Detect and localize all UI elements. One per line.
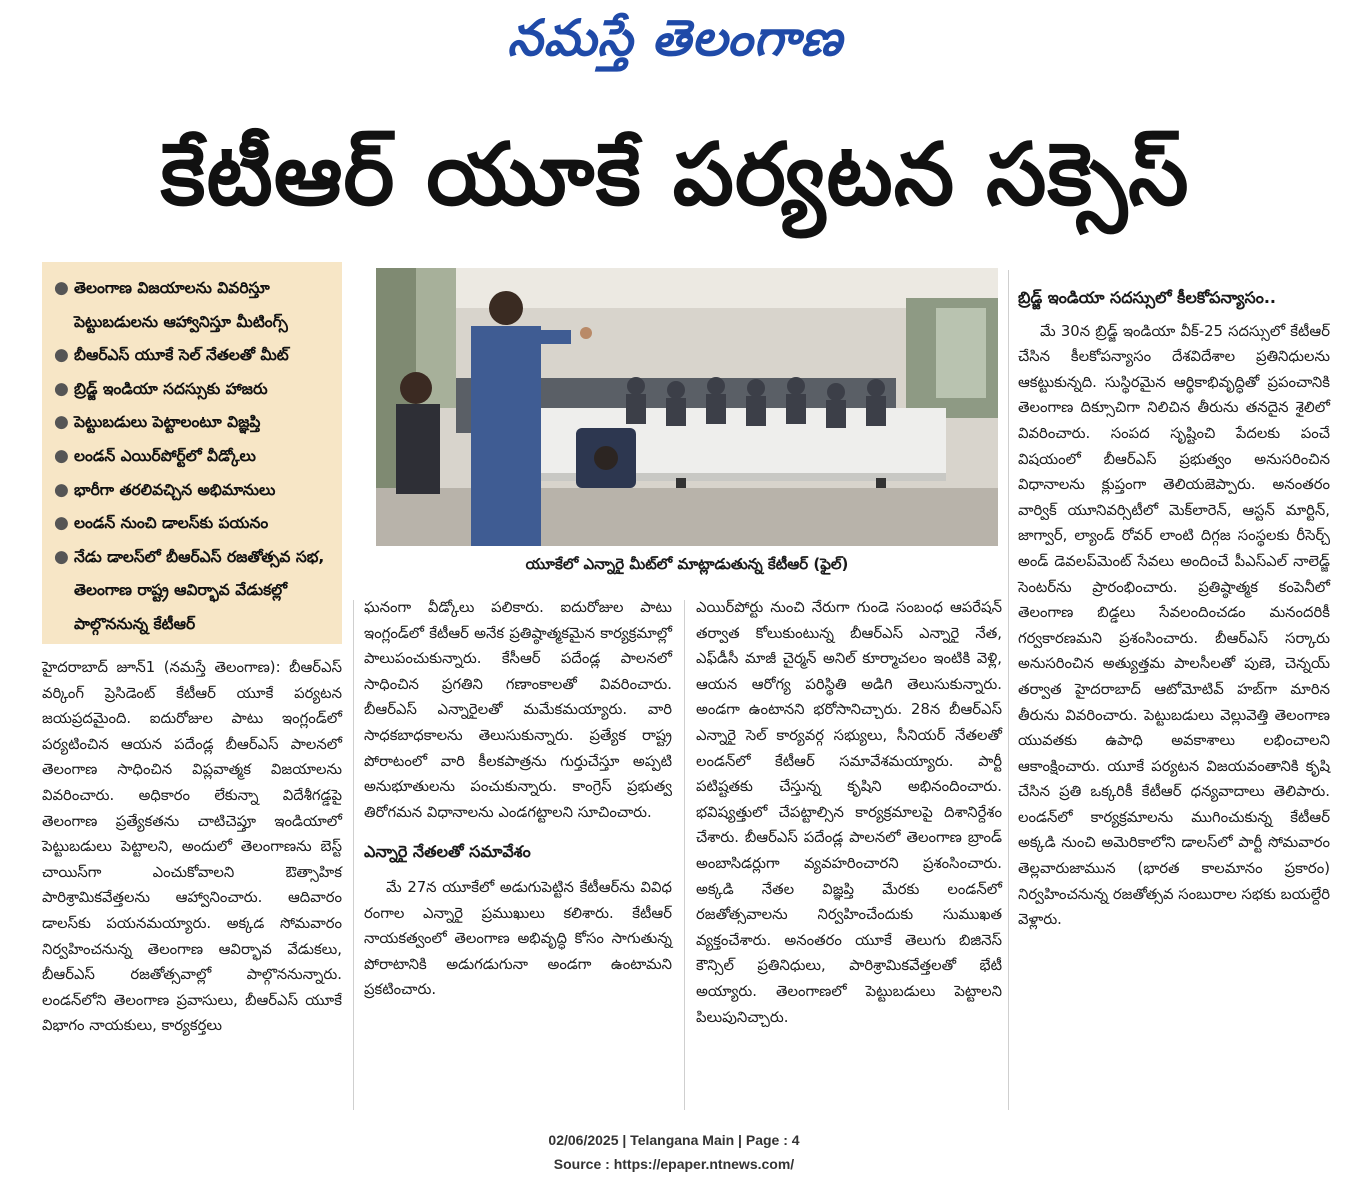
highlight-text: తెలంగాణ విజయాలను వివరిస్తూ పెట్టుబడులను ఆహ్వానిస్తూ మీటింగ్స్ bbox=[74, 279, 288, 331]
highlight-text: బ్రిడ్జ్ ఇండియా సదస్సుకు హాజరు bbox=[74, 379, 268, 398]
headline: కేటీఆర్ యూకే పర్యటన సక్సెస్ bbox=[160, 125, 1190, 225]
bullet-icon: ● bbox=[54, 412, 69, 433]
highlight-text: నేడు డాలస్‌లో బీఆర్ఎస్ రజతోత్సవ సభ, తెలంగాణ రాష్ట్ర ఆవిర్భావ వేడుకల్లో పాల్గొననున్న కేటీఆర్ bbox=[74, 547, 325, 633]
bullet-icon: ● bbox=[54, 445, 69, 466]
bullet-icon: ● bbox=[54, 479, 69, 500]
photo-caption: యూకేలో ఎన్నారై మీట్‌లో మాట్లాడుతున్న కేటీఆర్ (ఫైల్) bbox=[525, 555, 849, 573]
highlight-item bbox=[52, 474, 336, 508]
section-subheading: ఎన్నారై నేతలతో సమావేశం bbox=[364, 842, 531, 862]
footer-date-page: 02/06/2025 | Telangana Main | Page : 4 bbox=[548, 1132, 800, 1148]
highlight-item bbox=[52, 507, 336, 541]
section-subheading: బ్రిడ్జ్ ఇండియా సదస్సులో కీలకోపన్యాసం.. bbox=[1018, 288, 1277, 307]
article-column-3 bbox=[696, 595, 1002, 1030]
highlight-item bbox=[52, 541, 336, 642]
article-column-4 bbox=[1018, 285, 1330, 933]
body-paragraph: హైదరాబాద్ జూన్1 (నమస్తే తెలంగాణ): బీఆర్ఎస్ వర్కింగ్ ప్రెసిడెంట్ కేటీఆర్ యూకే పర్యటన జయప్రదమైంది. ఐదురోజుల పాటు ఇంగ్లండ్‌లో పర్యటించిన ఆయన పదేండ్ల బీఆర్ఎస్ పాలనలో తెలంగాణ సాధించిన విప్లవాత్మక విజయాలను వివరించారు. అధికారం లేకున్నా విదేశీగడ్డపై తెలంగాణ ప్రత్యేకతను చాటిచెప్తూ ఇండియాలో పెట్టుబడులు పెట్టాలని, అందులో తెలంగాణను బెస్ట్ చాయిస్‌గా ఎంచుకోవాలని ఔత్సాహిక పారిశ్రామికవేత్తలను ఆహ్వానించారు. ఆదివారం డాలస్‌కు పయనమయ్యారు. అక్కడ సోమవారం నిర్వహించనున్న తెలంగాణ ఆవిర్భావ వేడుకలు, బీఆర్ఎస్ రజతోత్సవాల్లో పాల్గొననున్నారు. లండన్‌లోని తెలంగాణ ప్రవాసులు, బీఆర్ఎస్ యూకే విభాగం నాయకులు, కార్యకర్తలు bbox=[42, 659, 342, 1035]
highlight-item bbox=[52, 440, 336, 474]
highlight-text: బీఆర్ఎస్ యూకే సెల్ నేతలతో మీట్ bbox=[74, 346, 289, 365]
column-divider bbox=[353, 600, 354, 1110]
highlight-item bbox=[52, 373, 336, 407]
highlight-item bbox=[52, 406, 336, 440]
body-paragraph: ఘనంగా వీడ్కోలు పలికారు. ఐదురోజుల పాటు ఇంగ్లండ్‌లో కేటీఆర్ అనేక ప్రతిష్ఠాత్మకమైన కార్యక్రమాల్లో పాలుపంచుకున్నారు. కేసీఆర్ పదేండ్ల పాలనలో సాధించిన ప్రగతిని గణాంకాలతో వివరించారు. బీఆర్ఎస్ ఎన్నారైలతో మమేకమయ్యారు. వారి సాధకబాధకాలను తెలుసుకున్నారు. ప్రత్యేక రాష్ట్ర పోరాటంలో వారి కీలకపాత్రను గుర్తుచేస్తూ అప్పటి అనుభూతులను పంచుకున్నారు. కాంగ్రెస్ ప్రభుత్వ తిరోగమన విధానాలను ఎండగట్టాలని సూచించారు. bbox=[364, 599, 672, 821]
highlight-item bbox=[52, 339, 336, 373]
bullet-icon: ● bbox=[54, 513, 69, 534]
body-paragraph: ఎయిర్‌పోర్టు నుంచి నేరుగా గుండె సంబంధ ఆపరేషన్ తర్వాత కోలుకుంటున్న బీఆర్ఎస్ ఎన్నారై నేత, ఎఫ్‌డీసీ మాజీ చైర్మన్ అనిల్ కూర్మాచలం ఇంటికి వెళ్లి, ఆయన ఆరోగ్య పరిస్థితి అడిగి తెలుసుకున్నారు. అండగా ఉంటానని భరోసానిచ్చారు. 28న బీఆర్ఎస్ ఎన్నారై సెల్ కార్యవర్గ సభ్యులు, సీనియర్ నేతలతో లండన్‌లో కేటీఆర్ సమావేశమయ్యారు. పార్టీ పటిష్టతకు చేస్తున్న కృషిని అభినందించారు. భవిష్యత్తులో చేపట్టాల్సిన కార్యక్రమాలపై దిశానిర్దేశం చేశారు. బీఆర్ఎస్ పదేండ్ల పాలనలో తెలంగాణ బ్రాండ్ అంబాసిడర్లుగా వ్యవహరించారని ప్రశంసించారు. అక్కడి నేతల విజ్ఞప్తి మేరకు లండన్‌లో రజతోత్సవాలను నిర్వహించేందుకు సుముఖత వ్యక్తంచేశారు. అనంతరం యూకే తెలుగు బిజినెస్ కౌన్సిల్ ప్రతినిధులు, పారిశ్రామికవేత్తలతో భేటీ అయ్యారు. తెలంగాణలో పెట్టుబడులు పెట్టాలని పిలుపునిచ్చారు. bbox=[696, 599, 1002, 1026]
meeting-photo bbox=[376, 268, 998, 546]
meeting-photo-illustration bbox=[376, 268, 998, 546]
body-paragraph: మే 30న బ్రిడ్జ్ ఇండియా వీక్-25 సదస్సులో కేటీఆర్ చేసిన కీలకోపన్యాసం దేశవిదేశాల ప్రతినిధులను ఆకట్టుకున్నది. సుస్థిరమైన ఆర్థికాభివృద్ధితో ప్రపంచానికి తెలంగాణ దిక్సూచిగా నిలిచిన తీరును తనదైన శైలిలో వివరించారు. సంపద సృష్టించి పేదలకు పంచే విషయంలో బీఆర్ఎస్ ప్రభుత్వం అనుసరించిన విధానాలను క్లుప్తంగా తెలియజెప్పారు. అనంతరం వార్విక్ యూనివర్సిటీలో మెక్‌లారెన్, ఆస్టన్ మార్టిన్, జాగ్వార్, ల్యాండ్ రోవర్ లాంటి దిగ్గజ సంస్థలకు రీసెర్చ్ అండ్ డెవలప్‌మెంట్ సేవలు అందించే పీఎస్ఎల్ నాలెడ్జ్ సెంటర్‌ను ప్రారంభించారు. ప్రతిష్ఠాత్మక కంపెనీలో తెలంగాణ బిడ్డలు సేవలందించడం మనందరికీ గర్వకారణమని ప్రశంసించారు. బీఆర్ఎస్ సర్కారు అనుసరించిన అత్యుత్తమ పాలసీలతో పుణె, చెన్నయ్ తర్వాత హైదరాబాద్ ఆటోమోటివ్ హబ్‌గా మారిన తీరును వివరించారు. పెట్టుబడులు వెల్లువెత్తి తెలంగాణ యువతకు ఉపాధి అవకాశాలు లభించాలని ఆకాంక్షించారు. యూకే పర్యటన విజయవంతానికి కృషి చేసిన ప్రతి ఒక్కరికీ కేటీఆర్ ధన్యవాదాలు తెలిపారు. లండన్‌లో కార్యక్రమాలను ముగించుకున్న కేటీఆర్ అక్కడి నుంచి అమెరికాలోని డాలస్‌లో పార్టీ సోమవారం తెల్లవారుజామున (భారత కాలమానం ప్రకారం) నిర్వహించనున్న రజతోత్సవ సంబురాల సభకు బయల్దేరి వెళ్లారు. bbox=[1018, 322, 1330, 929]
highlight-text: లండన్ నుంచి డాలస్‌కు పయనం bbox=[74, 514, 269, 533]
highlight-text: లండన్ ఎయిర్‌పోర్ట్‌లో వీడ్కోలు bbox=[74, 446, 256, 465]
bullet-icon: ● bbox=[54, 546, 69, 567]
article-column-1 bbox=[42, 655, 342, 1039]
masthead-logo: నమస్తే తెలంగాణ bbox=[507, 9, 843, 67]
highlight-text: భారీగా తరలివచ్చిన అభిమానులు bbox=[74, 480, 276, 499]
highlight-text: పెట్టుబడులు పెట్టాలంటూ విజ్ఞప్తి bbox=[74, 413, 261, 432]
bullet-icon: ● bbox=[54, 278, 69, 298]
bullet-icon: ● bbox=[54, 345, 69, 366]
bullet-icon: ● bbox=[54, 378, 69, 399]
body-paragraph: మే 27న యూకేలో అడుగుపెట్టిన కేటీఆర్‌ను వివిధ రంగాల ఎన్నారై ప్రముఖులు కలిశారు. కేటీఆర్ నాయకత్వంలో తెలంగాణ అభివృద్ధి కోసం సాగుతున్న పోరాటానికి అడుగడుగునా అండగా ఉంటామని ప్రకటించారు. bbox=[364, 878, 672, 999]
footer-source-link[interactable]: Source : https://epaper.ntnews.com/ bbox=[553, 1156, 795, 1172]
highlight-item bbox=[52, 272, 336, 339]
column-divider bbox=[1008, 270, 1009, 1110]
article-column-2 bbox=[364, 595, 672, 1003]
column-divider bbox=[684, 600, 685, 1110]
highlights-box bbox=[42, 262, 342, 644]
